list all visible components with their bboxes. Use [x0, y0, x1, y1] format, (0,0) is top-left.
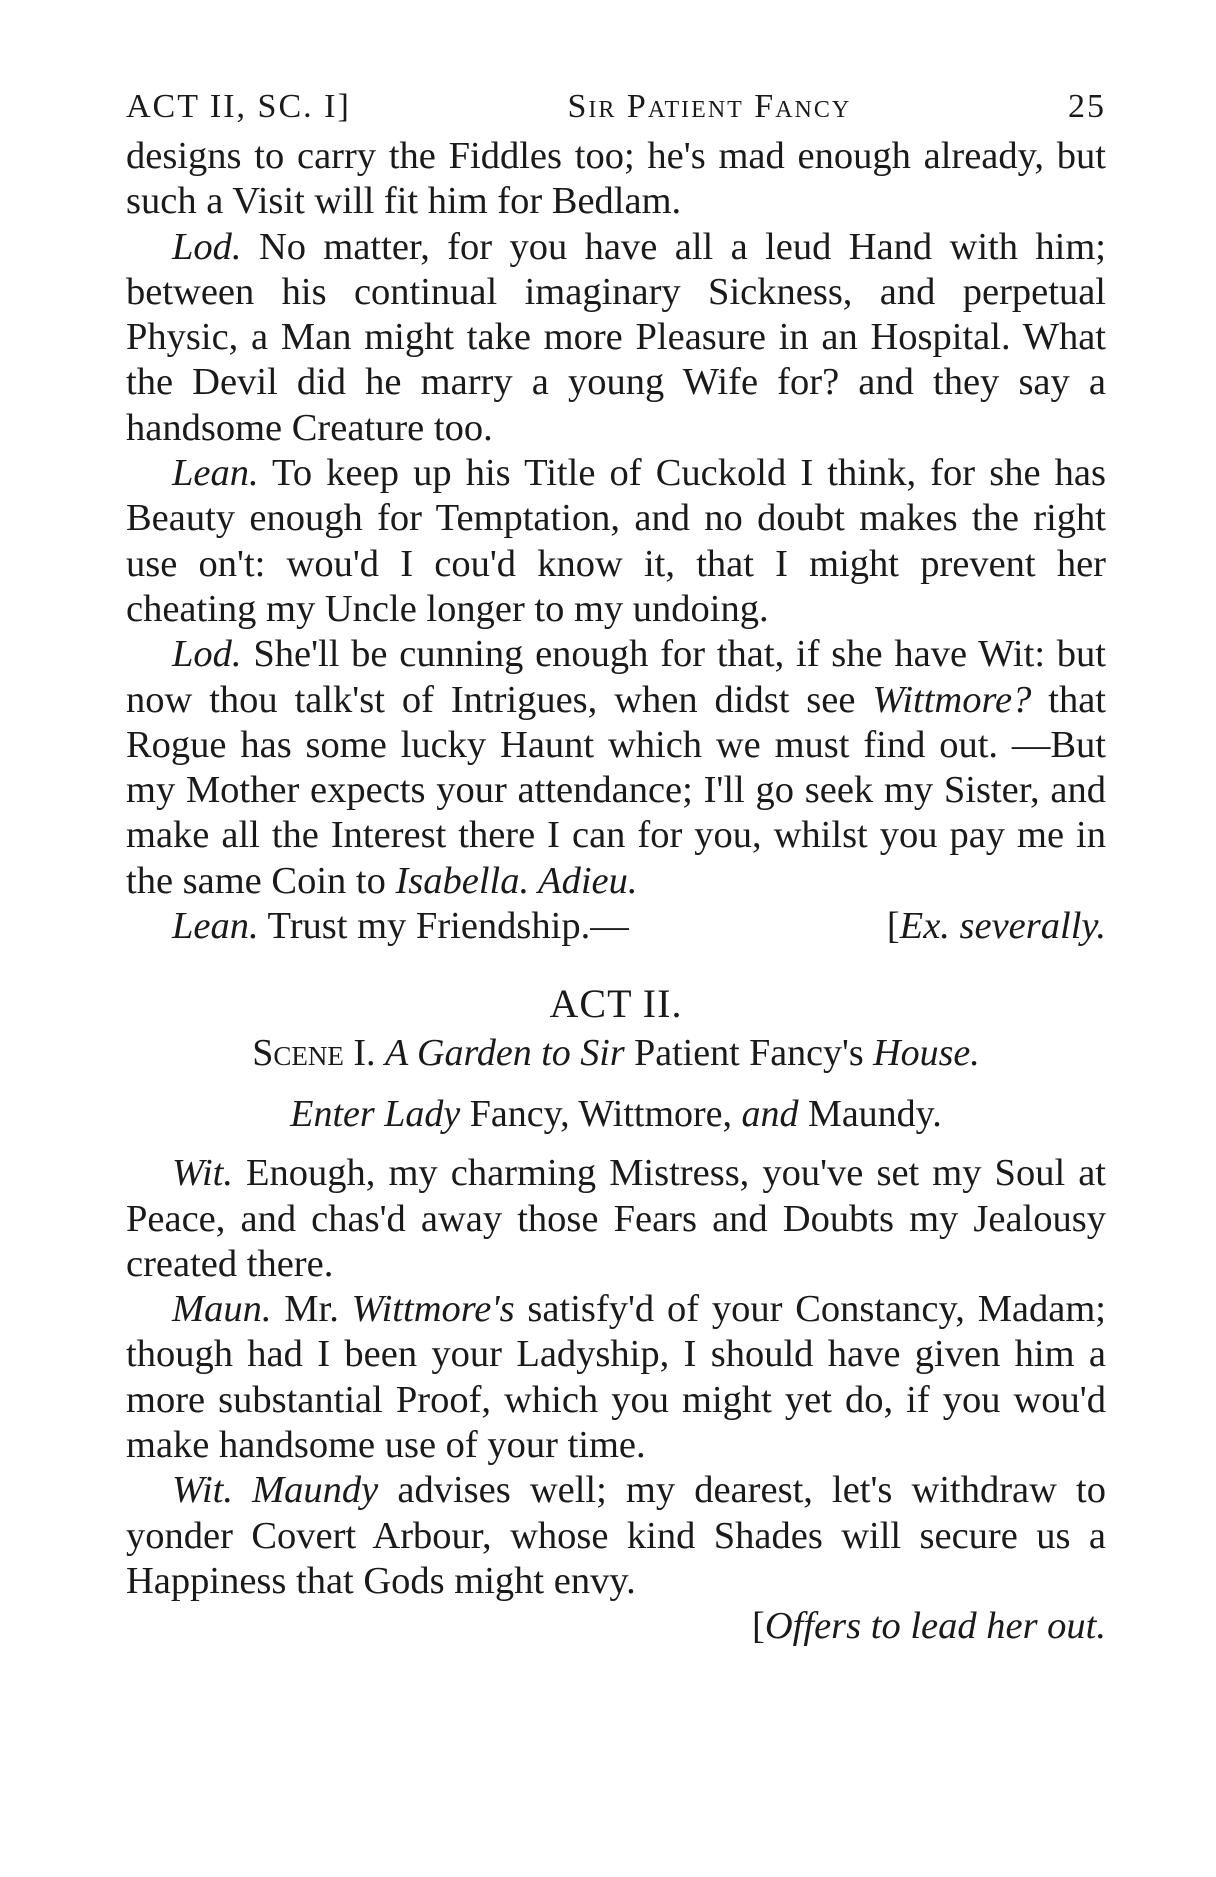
- speaker-label: Lod.: [172, 225, 242, 268]
- stage-direction: Ex. severally.: [899, 905, 1106, 948]
- speech-lod-2: [126, 632, 1106, 904]
- page-number: 25: [1067, 88, 1106, 125]
- speech-lean-1: [126, 451, 1106, 632]
- body-text: [126, 134, 1106, 1650]
- scene-heading: [126, 1031, 1106, 1076]
- speaker-label: Wit.: [172, 1469, 233, 1512]
- speech-text: No matter, for you have all a leud Hand with him; between his continual imaginary Sickness, and perpetual Physic, a Man might take more Pleasure in an Hospital. What the Devil did he marry a young Wife for? and they say a handsome Creature too.: [126, 225, 1106, 449]
- act-scene-ref: ACT II, SC. I]: [126, 88, 351, 125]
- scene-setting: A Garden to Sir: [385, 1031, 625, 1074]
- stage-direction: Offers to lead her out.: [764, 1605, 1106, 1648]
- speech-text: Enough, my charming Mistress, you've set my Soul at Peace, and chas'd away those Fears and Doubts my Jealousy created there.: [126, 1152, 1106, 1285]
- speaker-label: Lean.: [172, 452, 259, 495]
- continued-paragraph: designs to carry the Fiddles too; he's mad enough already, but such a Visit will fit him for Bedlam.: [126, 135, 1106, 223]
- speech-wit-2: [126, 1468, 1106, 1604]
- speech-text: satisfy'd of your Constancy, Madam; though had I been your Ladyship, I should have given him a more substantial Proof, which you might yet do, if you wou'd make handsome use of your time.: [126, 1288, 1107, 1467]
- scene-label: Scene I.: [252, 1031, 376, 1074]
- speech-text: Trust my Friendship.—: [258, 905, 629, 948]
- speaker-label: Lod.: [172, 633, 242, 676]
- book-page: [126, 88, 1106, 1650]
- stage-bracket: [: [886, 905, 900, 948]
- speech-text: advises well; my dearest, let's withdraw to yonder Covert Arbour, whose kind Shades will secure us a Happiness that Gods might envy.: [126, 1469, 1106, 1602]
- speech-text: She'll be cunning enough for that, if she have Wit: but now thou talk'st of Intrigues, when didst see: [126, 633, 1106, 721]
- speech-lod-1: [126, 225, 1106, 451]
- entrance-direction: [126, 1092, 1106, 1137]
- character-name: Wittmore's: [351, 1288, 515, 1331]
- enter-conjunction: and: [741, 1092, 799, 1135]
- character-name: Maundy: [252, 1469, 379, 1512]
- speech-text: Mr.: [271, 1288, 352, 1331]
- speaker-label: Maun.: [172, 1288, 272, 1331]
- scene-setting-name: Patient Fancy's: [634, 1031, 864, 1074]
- running-title: Sir Patient Fancy: [567, 88, 852, 125]
- speech-text: To keep up his Title of Cuckold I think, for she has Beauty enough for Temptation, and no doubt makes the right use on't: wou'd I cou'd know it, that I might prevent her cheating my Uncle longer to my undoing.: [126, 452, 1106, 630]
- stage-bracket: [: [752, 1605, 765, 1648]
- final-stage-direction: [126, 1604, 1106, 1649]
- character-name: Isabella. Adieu.: [395, 859, 638, 902]
- scene-setting-end: House.: [873, 1031, 980, 1074]
- speaker-label: Lean.: [172, 905, 259, 948]
- enter-text: Enter Lady: [290, 1092, 461, 1135]
- speech-lean-2: [126, 904, 1106, 949]
- speech-text: that Rogue has some lucky Haunt which we must find out. —But my Mother expects your attendance; I'll go seek my Sister, and make all the Interest there I can for you, whilst you pay me in the same Coin to: [126, 678, 1107, 902]
- act-heading: ACT II.: [549, 981, 683, 1027]
- running-head: [126, 88, 1106, 126]
- character-name: Wittmore?: [872, 678, 1032, 721]
- speech-wit-1: [126, 1151, 1106, 1287]
- speech-maun-1: [126, 1287, 1106, 1468]
- enter-name: Maundy.: [808, 1092, 942, 1135]
- speaker-label: Wit.: [172, 1152, 233, 1195]
- enter-names: Fancy, Wittmore,: [469, 1092, 733, 1135]
